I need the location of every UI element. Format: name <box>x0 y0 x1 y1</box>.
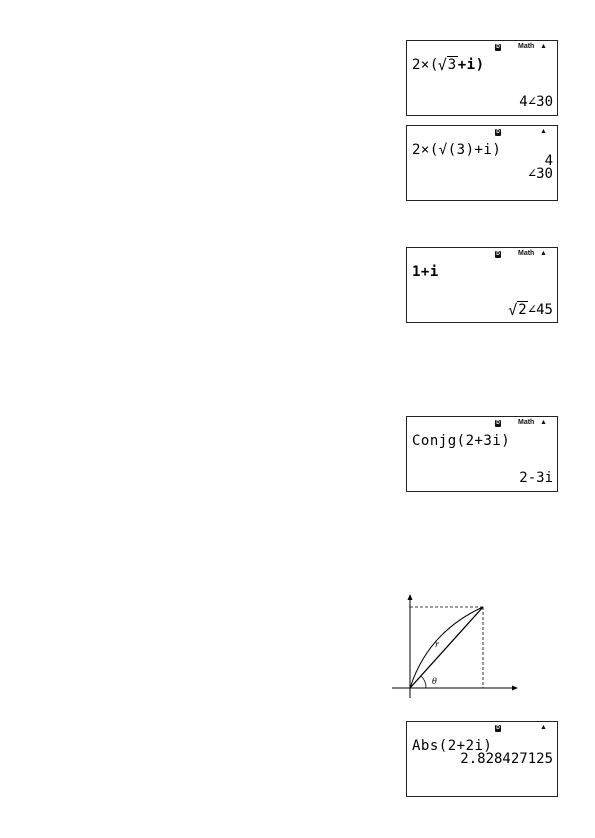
up-arrow-icon: ▲ <box>540 128 547 135</box>
result: 2-3i <box>519 470 553 486</box>
expression <box>412 57 485 73</box>
up-arrow-icon: ▲ <box>540 724 547 731</box>
angle-arc <box>421 676 426 688</box>
result <box>509 302 553 318</box>
y-axis-arrow-icon <box>408 594 413 600</box>
status-bar <box>407 43 557 54</box>
x-axis-arrow-icon <box>512 686 518 691</box>
r-label: r <box>435 640 439 649</box>
vector-line <box>410 607 483 688</box>
square-root <box>439 57 458 73</box>
expression: 2×(√(3)+i) <box>412 142 502 158</box>
radicand: 3 <box>447 57 457 73</box>
result-line-2: ∠30 <box>527 166 553 182</box>
result: 2.828427125 <box>460 751 553 767</box>
up-arrow-icon: ▲ <box>540 419 547 426</box>
degree-indicator: D <box>496 725 500 731</box>
calculator-screen-5 <box>406 721 558 797</box>
math-indicator: Math <box>518 419 535 426</box>
math-indicator: Math <box>518 250 535 257</box>
degree-indicator: D <box>496 251 500 257</box>
calculator-screen-3 <box>406 247 558 323</box>
expr-suffix: +i) <box>457 57 485 73</box>
result: 4∠30 <box>519 94 553 110</box>
radicand: 2 <box>518 302 527 318</box>
degree-indicator: D <box>496 129 500 135</box>
status-bar <box>407 128 557 139</box>
degree-indicator: D <box>496 420 500 426</box>
result-angle: ∠45 <box>527 302 553 318</box>
status-bar <box>407 724 557 735</box>
up-arrow-icon: ▲ <box>540 43 547 50</box>
status-bar <box>407 250 557 261</box>
result-line-1: 4 <box>544 153 553 169</box>
calculator-screen-4 <box>406 416 558 492</box>
expression: 1+i <box>412 264 439 280</box>
theta-label: θ <box>432 677 437 686</box>
expression: Abs(2+2i) <box>412 738 493 754</box>
expr-prefix: 2×( <box>412 57 439 73</box>
up-arrow-icon: ▲ <box>540 250 547 257</box>
calculator-screen-1 <box>406 40 558 116</box>
degree-indicator: D <box>496 44 500 50</box>
calculator-screen-2 <box>406 125 558 201</box>
square-root <box>509 302 527 318</box>
status-bar <box>407 419 557 430</box>
complex-plane-diagram <box>388 592 520 702</box>
expression: Conjg(2+3i) <box>412 433 511 449</box>
math-indicator: Math <box>518 43 535 50</box>
